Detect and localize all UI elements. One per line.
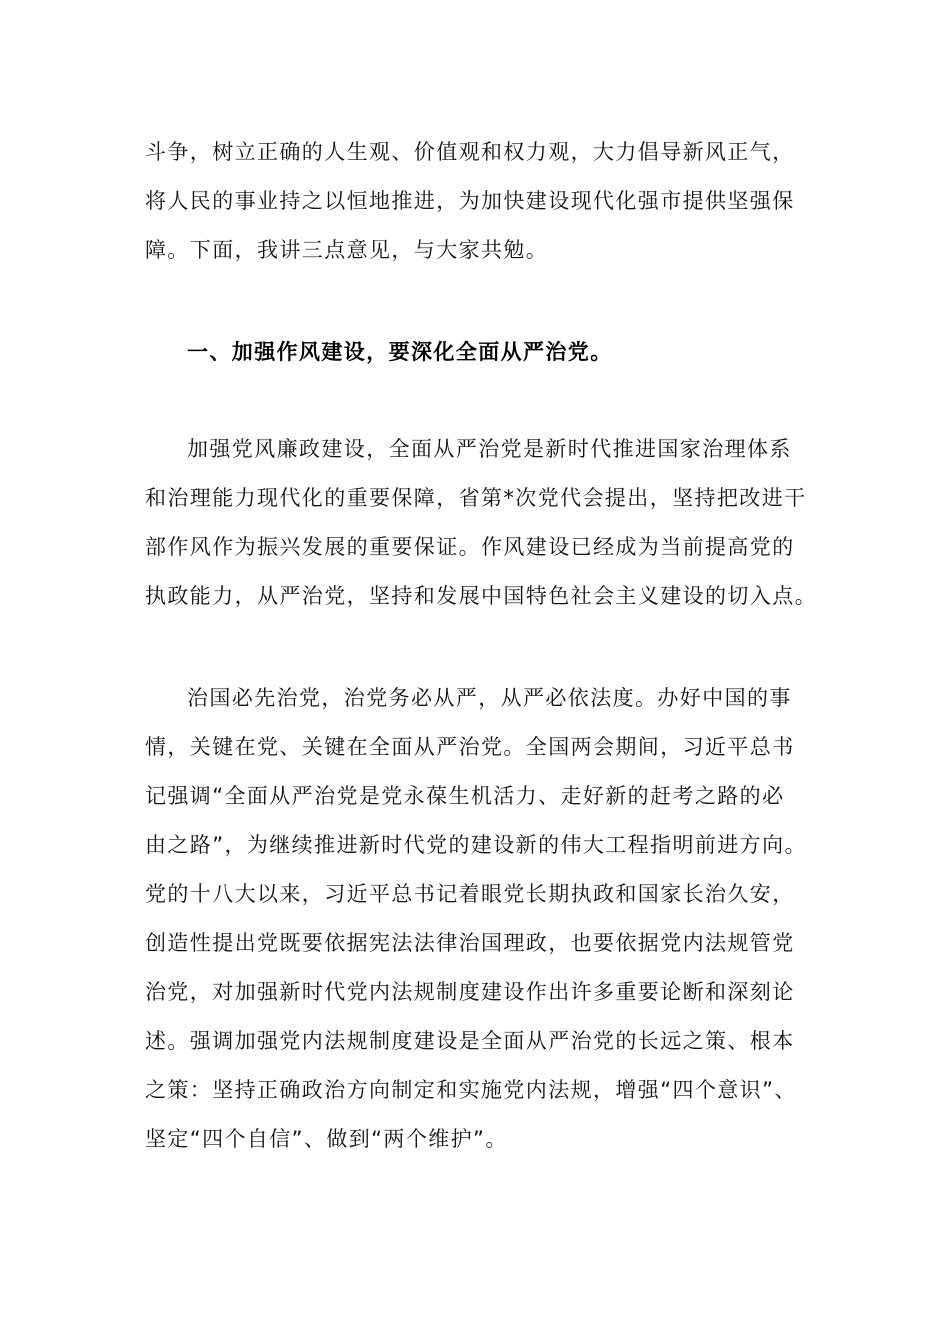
para-2-line-8: 述。强调加强党内法规制度建设是全面从严治党的长远之策、根本 xyxy=(145,1029,795,1053)
para-2-line-5: 党的十八大以来，习近平总书记着眼党长期执政和国家长治久安， xyxy=(145,882,795,906)
para-1-line-4: 执政能力，从严治党，坚持和发展中国特色社会主义建设的切入点。 xyxy=(145,584,817,608)
para-2-line-1: 治国必先治党，治党务必从严，从严必依法度。办好中国的事 xyxy=(187,686,792,710)
intro-line-2: 将人民的事业持之以恒地推进，为加快建设现代化强市提供坚强保 xyxy=(145,189,795,213)
para-1-line-2: 和治理能力现代化的重要保障，省第*次党代会提出，坚持把改进干 xyxy=(145,486,807,510)
para-2-line-6: 创造性提出党既要依据宪法法律治国理政，也要依据党内法规管党 xyxy=(145,931,795,955)
para-2-line-4: 由之路”，为继续推进新时代党的建设新的伟大工程指明前进方向。 xyxy=(145,833,807,857)
intro-line-1: 斗争，树立正确的人生观、价值观和权力观，大力倡导新风正气， xyxy=(145,140,795,164)
section-heading-1: 一、加强作风建设，要深化全面从严治党。 xyxy=(187,340,613,364)
para-2-line-9: 之策：坚持正确政治方向制定和实施党内法规，增强“四个意识”、 xyxy=(145,1078,797,1102)
para-1-line-1: 加强党风廉政建设，全面从严治党是新时代推进国家治理体系 xyxy=(187,437,792,461)
para-2-line-3: 记强调“全面从严治党是党永葆生机活力、走好新的赶考之路的必 xyxy=(145,784,785,808)
para-2-line-10: 坚定“四个自信”、做到“两个维护”。 xyxy=(145,1127,508,1151)
para-2-line-7: 治党，对加强新时代党内法规制度建设作出许多重要论断和深刻论 xyxy=(145,980,795,1004)
intro-line-3: 障。下面，我讲三点意见，与大家共勉。 xyxy=(145,238,549,262)
para-1-line-3: 部作风作为振兴发展的重要保证。作风建设已经成为当前提高党的 xyxy=(145,535,795,559)
para-2-line-2: 情，关键在党、关键在全面从严治党。全国两会期间，习近平总书 xyxy=(145,735,795,759)
